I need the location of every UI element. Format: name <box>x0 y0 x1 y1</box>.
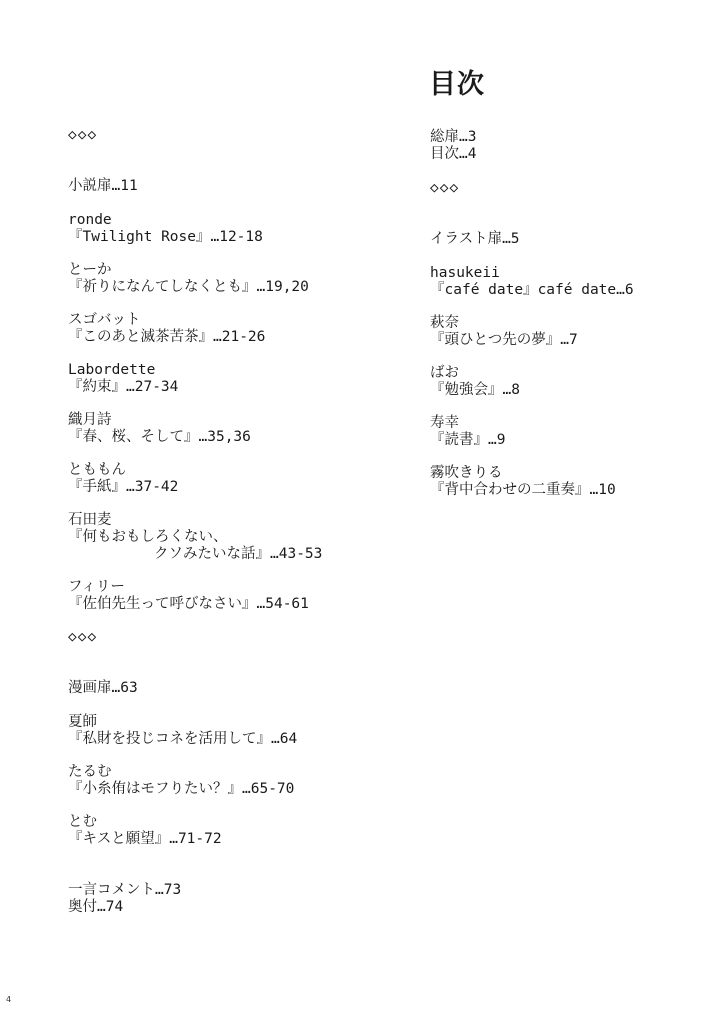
toc-author: 織月詩 <box>68 412 112 428</box>
toc-author: ronde <box>68 212 112 228</box>
section-title-novel: 小説扉…11 <box>68 178 138 194</box>
toc-work: 『何もおもしろくない、 <box>68 529 228 545</box>
toc-work: 『このあと滅茶苦茶』…21-26 <box>68 329 266 345</box>
section-title-illust: イラスト扉…5 <box>430 231 520 247</box>
toc-work: 『佐伯先生って呼びなさい』…54-61 <box>68 596 309 612</box>
toc-work: 『小糸侑はモフりたい？』…65-70 <box>68 781 295 797</box>
divider: ◇◇◇ <box>68 629 98 645</box>
toc-work: 『キスと願望』…71-72 <box>68 831 222 847</box>
divider: ◇◇◇ <box>68 127 98 143</box>
toc-work: 『祈りになんてしなくとも』…19,20 <box>68 279 309 295</box>
toc-author: とむ <box>68 814 97 830</box>
toc-work: 『Twilight Rose』…12-18 <box>68 229 263 245</box>
toc-author: とーか <box>68 262 112 278</box>
toc-author: hasukeii <box>430 265 500 281</box>
toc-author: 石田麦 <box>68 512 112 528</box>
toc-author: たるむ <box>68 764 112 780</box>
section-title-manga: 漫画扉…63 <box>68 680 138 696</box>
toc-work-continued: クソみたいな話』…43-53 <box>154 546 323 562</box>
toc-author: Labordette <box>68 362 156 378</box>
toc-author: フィリー <box>68 579 125 595</box>
toc-right-column <box>430 129 634 499</box>
toc-work: 『春、桜、そして』…35,36 <box>68 429 251 445</box>
toc-author: 夏師 <box>68 714 97 730</box>
toc-work: 『勉強会』…8 <box>430 382 520 398</box>
divider: ◇◇◇ <box>430 180 460 196</box>
toc-author: ばお <box>430 365 459 381</box>
toc-front-item: 総扉…3 <box>430 129 477 145</box>
toc-left-column <box>68 127 322 916</box>
toc-author: 萩奈 <box>430 315 459 331</box>
toc-back-item: 一言コメント…73 <box>68 882 182 898</box>
toc-work: 『約束』…27-34 <box>68 379 179 395</box>
toc-work: 『私財を投じコネを活用して』…64 <box>68 731 298 747</box>
toc-work: 『café date』café date…6 <box>430 282 634 298</box>
toc-author: スゴバット <box>68 312 141 328</box>
toc-author: とももん <box>68 462 126 478</box>
toc-work: 『背中合わせの二重奏』…10 <box>430 482 616 498</box>
toc-work: 『手紙』…37-42 <box>68 479 179 495</box>
page-title: 目次 <box>429 69 485 100</box>
toc-back-item: 奥付…74 <box>68 899 124 915</box>
page-number: 4 <box>6 995 12 1004</box>
toc-author: 霧吹きりる <box>430 465 503 481</box>
toc-author: 寿幸 <box>430 415 459 431</box>
toc-work: 『頭ひとつ先の夢』…7 <box>430 332 578 348</box>
toc-work: 『読書』…9 <box>430 432 506 448</box>
toc-front-item: 目次…4 <box>430 146 477 162</box>
